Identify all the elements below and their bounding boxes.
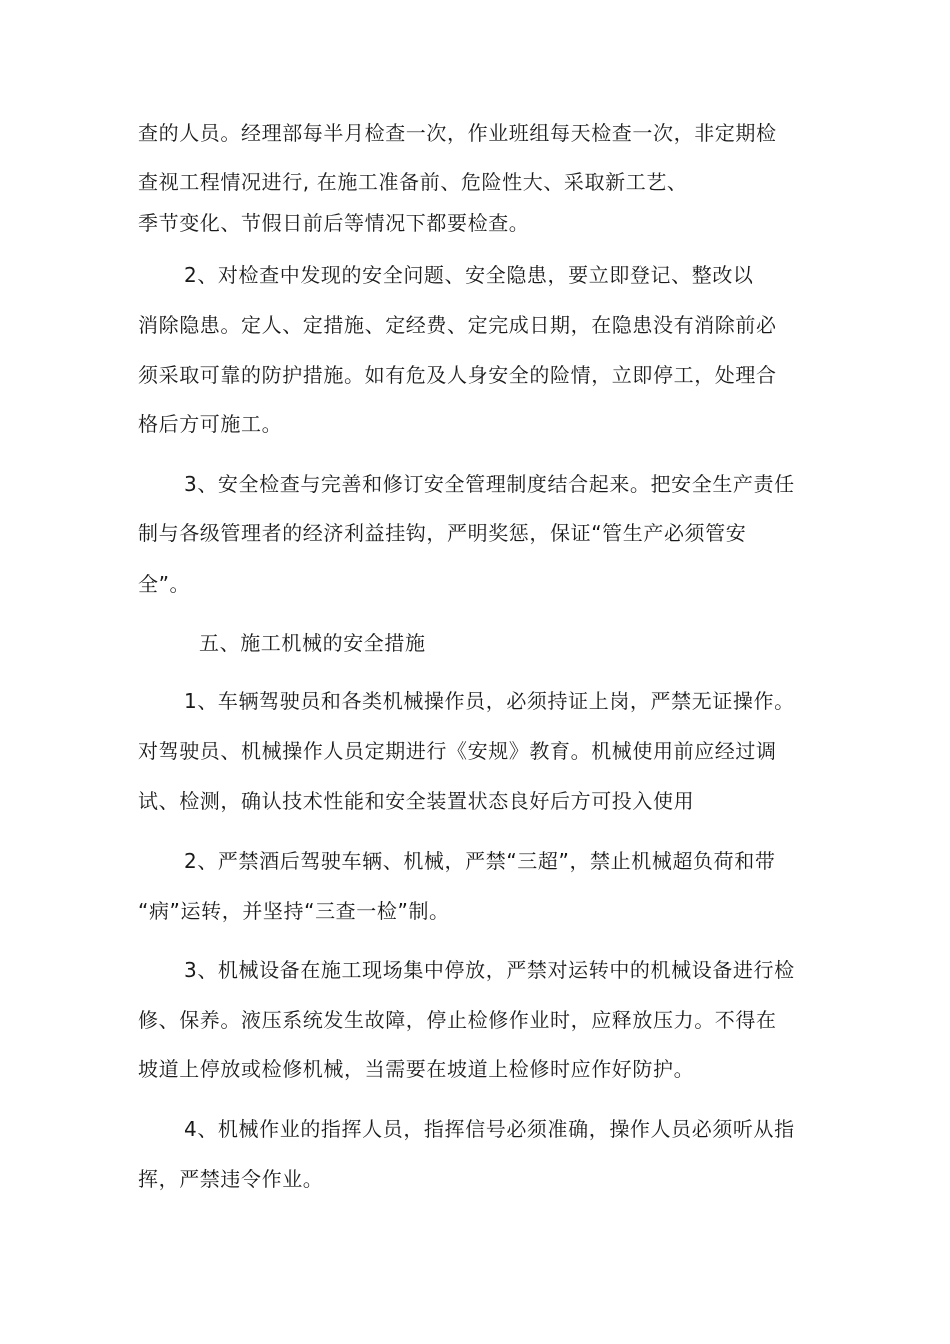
body-text-line: 消除隐患。定人、定措施、定经费、定完成日期，在隐患没有消除前必 [138, 313, 777, 337]
body-text-line: 全”。 [138, 572, 191, 596]
body-text-line: 挥，严禁违令作业。 [138, 1167, 324, 1191]
paragraph-start-line: 3、机械设备在施工现场集中停放，严禁对运转中的机械设备进行检 [184, 958, 795, 982]
body-text-line: 制与各级管理者的经济利益挂钩，严明奖惩，保证“管生产必须管安 [138, 521, 747, 545]
body-text-line: 查的人员。经理部每半月检查一次，作业班组每天检查一次，非定期检 [138, 121, 777, 145]
paragraph-start-line: 2、严禁酒后驾驶车辆、机械，严禁“三超”，禁止机械超负荷和带 [184, 849, 776, 873]
body-text-line: 修、保养。液压系统发生故障，停止检修作业时，应释放压力。不得在 [138, 1008, 777, 1032]
paragraph-start-line: 1、车辆驾驶员和各类机械操作员，必须持证上岗，严禁无证操作。 [184, 689, 795, 713]
section-heading: 五、施工机械的安全措施 [199, 631, 426, 655]
body-text-line: 坡道上停放或检修机械，当需要在坡道上检修时应作好防护。 [138, 1057, 695, 1081]
body-text-line: “病”运转，并坚持“三查一检”制。 [138, 899, 450, 923]
body-text-line: 对驾驶员、机械操作人员定期进行《安规》教育。机械使用前应经过调 [138, 739, 777, 763]
body-text-line: 季节变化、节假日前后等情况下都要检查。 [138, 211, 530, 235]
paragraph-start-line: 4、机械作业的指挥人员，指挥信号必须准确，操作人员必须听从指 [184, 1117, 795, 1141]
paragraph-start-line: 2、对检查中发现的安全问题、安全隐患，要立即登记、整改以 [184, 263, 754, 287]
body-text-line: 格后方可施工。 [138, 412, 283, 436]
paragraph-start-line: 3、安全检查与完善和修订安全管理制度结合起来。把安全生产责任 [184, 472, 795, 496]
body-text-line: 须采取可靠的防护措施。如有危及人身安全的险情，立即停工，处理合 [138, 363, 777, 387]
body-text-line: 试、检测，确认技术性能和安全装置状态良好后方可投入使用 [138, 789, 695, 813]
body-text-line: 查视工程情况进行, 在施工准备前、危险性大、采取新工艺、 [138, 170, 688, 194]
